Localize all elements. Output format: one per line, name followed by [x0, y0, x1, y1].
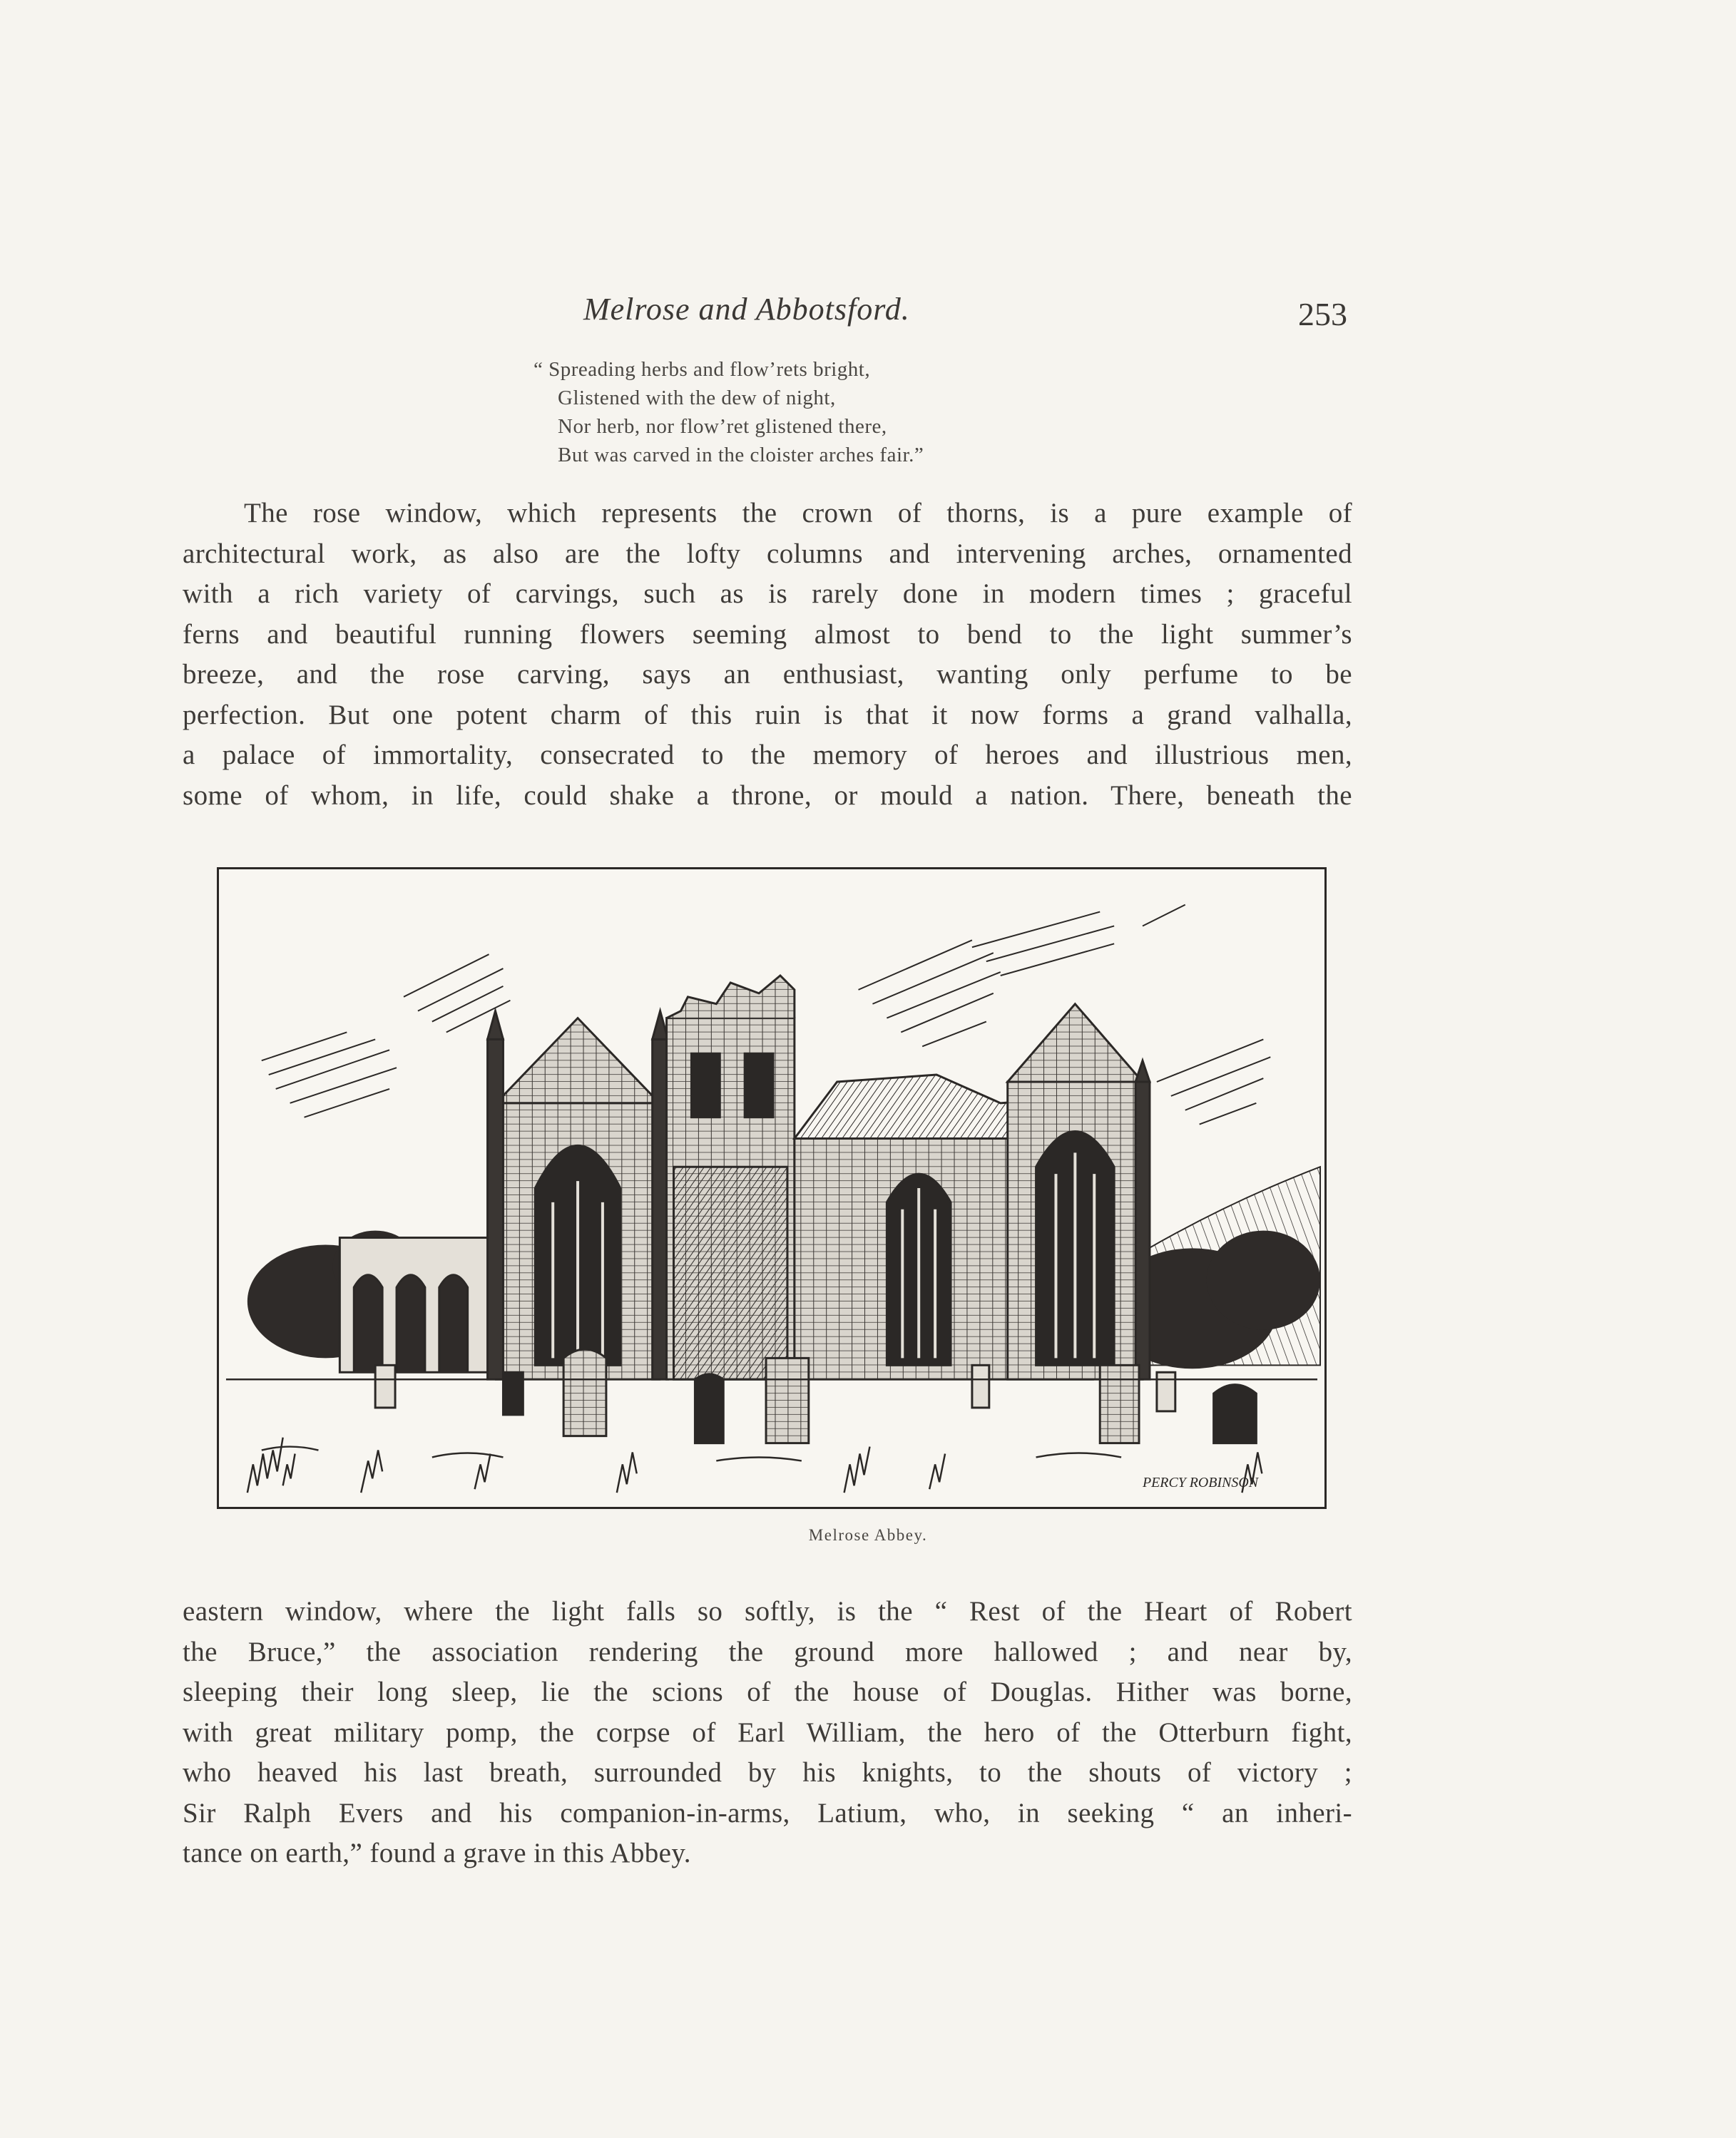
text-line: with great military pomp, the corpse of Earl William, the hero of the Otterburn fight, [183, 1717, 1352, 1748]
page-number: 253 [1298, 296, 1347, 332]
text-line: eastern window, where the light falls so softly, is the “ Rest of the Heart of Robert [183, 1596, 1352, 1627]
abbey-engraving [219, 869, 1324, 1507]
text-line: breeze, and the rose carving, says an enthusiast, wanting only perfume to be [183, 659, 1352, 690]
text-line: ferns and beautiful running flowers seeming almost to bend to the light summer’s [183, 618, 1352, 650]
paragraph-rose-window [183, 493, 1352, 816]
verse-line: Nor herb, nor flow’ret glistened there, [558, 415, 887, 438]
melrose-abbey-illustration [217, 867, 1327, 1509]
paragraph-bruce-heart [183, 1592, 1352, 1874]
text-line: the Bruce,” the association rendering the ground more hallowed ; and near by, [183, 1636, 1352, 1667]
text-line: who heaved his last breath, surrounded by his knights, to the shouts of victory ; [183, 1757, 1352, 1788]
text-line: tance on earth,” found a grave in this Abbey. [183, 1838, 691, 1868]
east-end [795, 1004, 1150, 1379]
text-line: perfection. But one potent charm of this ruin is that it now forms a grand valhalla, [183, 699, 1352, 730]
text-line: sleeping their long sleep, lie the scions of the house of Douglas. Hither was borne, [183, 1677, 1352, 1707]
text-line: a palace of immortality, consecrated to the memory of heroes and illustrious men, [183, 740, 1352, 770]
text-line: with a rich variety of carvings, such as is rarely done in modern times ; graceful [183, 578, 1352, 609]
verse-line: Glistened with the dew of night, [558, 387, 836, 409]
text-line: some of whom, in life, could shake a throne, or mould a nation. There, beneath the [183, 779, 1352, 811]
text-line: The rose window, which represents the crown of thorns, is a pure example of [244, 498, 1352, 528]
nave-ruins [339, 1238, 503, 1373]
figure-caption: Melrose Abbey. [808, 1526, 928, 1544]
verse-quotation [533, 355, 924, 469]
central-tower [667, 976, 795, 1379]
text-line: architectural work, as also are the lofty columns and intervening arches, ornamented [183, 538, 1352, 569]
verse-line: But was carved in the cloister arches fair.” [558, 444, 924, 466]
running-head-title: Melrose and Abbotsford. [583, 292, 910, 327]
south-transept [488, 1011, 668, 1380]
artist-signature: PERCY ROBINSON [1142, 1475, 1258, 1491]
verse-line: “ Spreading herbs and flow’rets bright, [533, 358, 871, 381]
text-line: Sir Ralph Evers and his companion-in-arms, Latium, who, in seeking “ an inheri- [183, 1797, 1352, 1828]
